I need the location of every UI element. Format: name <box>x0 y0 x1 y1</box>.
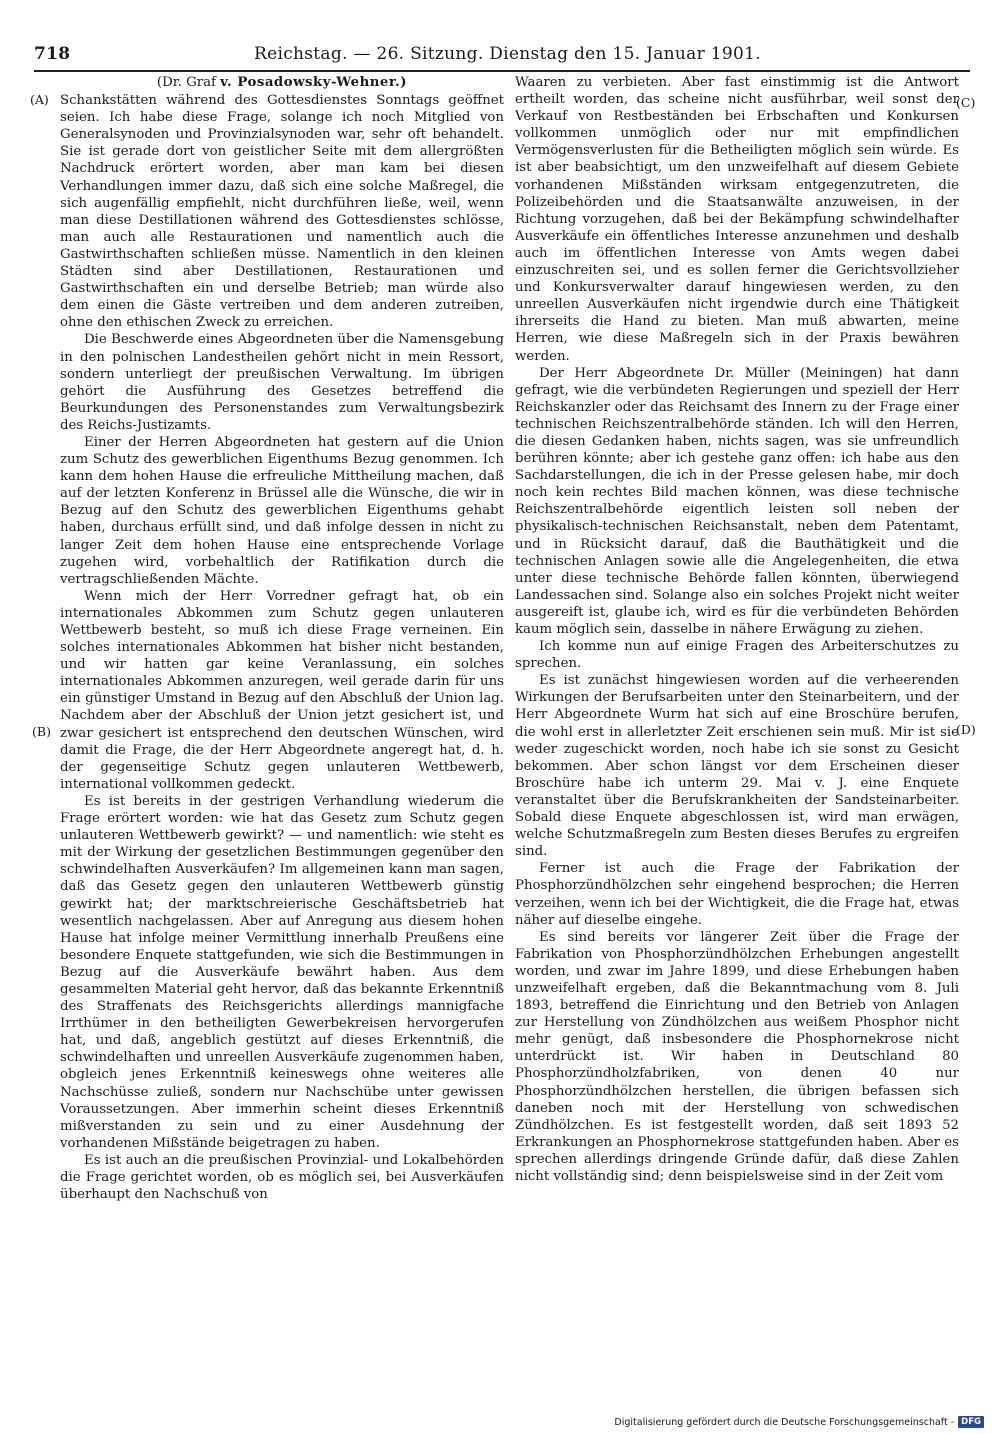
page-header <box>34 44 970 68</box>
left-column <box>60 74 504 1203</box>
margin-marker-d: (D) <box>956 722 976 737</box>
running-title: Reichstag. — 26. Sitzung. Dienstag den 15. Januar 1901. <box>254 44 761 64</box>
paragraph: Es sind bereits vor längerer Zeit über die Frage der Fabrikation von Phosphorzündhölzchen Erhebungen angestellt worden, und zwar im Jahre 1899, und diese Erhebungen haben unzweifelhaft ergeben, daß die Bekanntmachung vom 8. Juli 1893, betreffend die Einrichtung und den Betrieb von Anlagen zur Herstellung von Zündhölzchen aus weißem Phosphor nicht mehr genügt, daß insbesondere die Phosphornekrose nicht unterdrückt ist. Wir haben in Deutschland 80 Phosphorzündholzfabriken, von denen 40 nur Phosphorzündhölzchen herstellen, die übrigen befassen sich daneben noch mit der Herstellung von schwedischen Zündhölzchen. Es ist festgestellt worden, daß seit 1893 52 Erkrankungen an Phosphornekrose stattgefunden haben. Aber es sprechen allerdings dringende Gründe dafür, daß diese Zahlen nicht vollständig sind; denn beispielsweise sind in der Zeit vom <box>515 929 959 1184</box>
footer-credit-text: Digitalisierung gefördert durch die Deutsche Forschungsgemeinschaft - <box>614 1416 955 1428</box>
paragraph: Es ist auch an die preußischen Provinzial- und Lokalbehörden die Frage gerichtet worden, ob es möglich sei, bei Ausverkäufen überhaupt den Nachschuß von <box>60 1152 504 1203</box>
paragraph: Wenn mich der Herr Vorredner gefragt hat, ob ein internationales Abkommen zum Schutz gegen unlauteren Wettbewerb besteht, so muß ich diese Frage verneinen. Ein solches internationales Abkommen hat bisher nicht bestanden, und wir hatten gar keine Veranlassung, ein solches internationales Abkommen anzuregen, weil gerade darin für uns ein günstiger Umstand in Bezug auf den Abschluß der Union lag. Nachdem aber der Abschluß der Union jetzt gesichert ist, und zwar gesichert ist entsprechend den deutschen Wünschen, wird damit die Frage, die der Herr Abgeordnete angeregt hat, d. h. der gegenseitige Schutz gegen unlauteren Wettbewerb, international vollkommen gedeckt. <box>60 588 504 792</box>
dfg-logo: DFG <box>958 1416 984 1428</box>
paragraph: Die Beschwerde eines Abgeordneten über die Namensgebung in den polnischen Landestheilen gehört nicht in mein Ressort, sondern unterliegt der preußischen Verwaltung. Im übrigen gehört die Ausführung des Gesetzes betreffend die Beurkundungen des Personenstandes zum Verwaltungsbezirk des Reichs-Justizamts. <box>60 332 504 433</box>
speaker-line <box>60 74 504 91</box>
paragraph: Ich komme nun auf einige Fragen des Arbeiterschutzes zu sprechen. <box>515 639 959 672</box>
page-number: 718 <box>34 44 71 64</box>
paragraph: Ferner ist auch die Frage der Fabrikation der Phosphorzündhölzchen sehr eingehend besprochen; die Herren verzeihen, wenn ich bei der Wichtigkeit, die die Frage hat, etwas näher auf dieselbe eingehe. <box>515 861 959 928</box>
paragraph: Der Herr Abgeordnete Dr. Müller (Meiningen) hat dann gefragt, wie die verbündeten Regierungen und speziell der Herr Reichskanzler oder das Reichsamt des Innern zu der Frage einer technischen Reichszentralbehörde ständen. Ich will den Herren, die diesen Gedanken haben, nichts sagen, was sie unfreundlich berühren könnte; aber ich gestehe ganz offen: ich habe aus den Sachdarstellungen, die ich in der Presse gelesen habe, mir doch noch kein rechtes Bild machen können, was diese technische Reichszentralbehörde eigentlich leisten soll neben der physikalisch-technischen Reichsanstalt, neben dem Patentamt, und in Rücksicht darauf, daß die Bauthätigkeit und die technischen Anlagen sowie alle die Angelegenheiten, die etwa unter diese technische Behörde fallen könnten, überwiegend Landessachen sind. Solange also ein solches Projekt nicht weiter ausgereift ist, glaube ich, wird es für die verbündeten Behörden kaum möglich sein, dasselbe in nähere Erwägung zu ziehen. <box>515 365 959 637</box>
paragraph: Einer der Herren Abgeordneten hat gestern auf die Union zum Schutz des gewerblichen Eigenthums Bezug genommen. Ich kann dem hohen Hause die erfreuliche Mittheilung machen, daß auf der letzten Konferenz in Brüssel alle die Wünsche, die wir in Bezug auf den Schutz des gewerblichen Eigenthums gehabt haben, durchaus erfüllt sind, und daß infolge dessen in nicht zu langer Zeit dem hohen Hause eine entsprechende Vorlage zugehen wird, vorbehaltlich der Ratifikation durch die vertragschließenden Mächte. <box>60 434 504 587</box>
margin-marker-c: (C) <box>956 95 976 110</box>
footer-credit <box>614 1416 984 1428</box>
header-rule <box>34 70 970 72</box>
paragraph: Waaren zu verbieten. Aber fast einstimmig ist die Antwort ertheilt worden, das scheine nicht ausführbar, weil sonst der Verkauf von Restbeständen bei Erbschaften und Konkursen vollkommen unmöglich oder nur mit empfindlichen Vermögensverlusten für die Betheiligten möglich sein würde. Es ist aber beabsichtigt, um den unzweifelhaft auf diesem Gebiete vorhandenen Mißständen wirksam entgegenzutreten, die Polizeibehörden und die Staatsanwälte anzuweisen, in der Richtung vorzugehen, daß bei der Bekämpfung schwindelhafter Ausverkäufe ein öffentliches Interesse anzunehmen und deshalb auch im öffentlichen Interesse von Amts wegen dabei einzuschreiten sei, und es sollen ferner die Gerichtsvollzieher und Konkursverwalter darauf hingewiesen werden, zu den unreellen Ausverkäufen nicht irgendwie durch eine Thätigkeit ihrerseits die Hand zu bieten. Man muß abwarten, meine Herren, wie diese Maßregeln sich in der Praxis bewähren werden. <box>515 75 959 364</box>
speaker-prefix: (Dr. Graf <box>156 75 216 90</box>
paragraph: Es ist zunächst hingewiesen worden auf die verheerenden Wirkungen der Berufsarbeiten unter den Steinarbeitern, und der Herr Abgeordnete Wurm hat sich auf eine Broschüre berufen, die wohl erst in allerletzter Zeit erschienen sein muß. Mir ist sie weder zugeschickt worden, noch habe ich sie sonst zu Gesicht bekommen. Aber schon längst vor dem Erscheinen dieser Broschüre habe ich unterm 29. Mai v. J. eine Enquete veranstaltet über die Berufskrankheiten der Sandsteinarbeiter. Sobald diese Enquete abgeschlossen ist, wird man erwägen, welche Schutzmaßregeln zum Besten dieses Berufes zu ergreifen sind. <box>515 673 959 860</box>
margin-marker-b: (B) <box>32 724 51 739</box>
margin-marker-a: (A) <box>30 92 49 107</box>
paragraph: Schankstätten während des Gottesdienstes Sonntags geöffnet seien. Ich habe diese Frage, solange ich noch Mitglied von Generalsynoden und Provinzialsynoden war, sehr oft behandelt. Sie ist gerade dort von geistlicher Seite mit dem allergrößten Nachdruck erörtert worden, aber man kam bei diesen Verhandlungen immer dazu, daß sich eine solche Maßregel, die sich augenfällig empfiehlt, nicht durchführen ließe, weil, wenn man diese Destillationen während des Gottesdienstes schlösse, man auch alle Restaurationen und namentlich auch die Gastwirthschaften schließen müsse. Namentlich in den kleinen Städten sind aber Destillationen, Restaurationen und Gastwirthschaften ein und derselbe Betrieb; man würde also dem einen die Gäste vertreiben und dem anderen zutreiben, ohne den ethischen Zweck zu erreichen. <box>60 93 504 331</box>
speaker-name: v. Posadowsky-Wehner.) <box>220 75 408 90</box>
right-column <box>515 74 959 1185</box>
paragraph: Es ist bereits in der gestrigen Verhandlung wiederum die Frage erörtert worden: wie hat das Gesetz zum Schutz gegen unlauteren Wettbewerb gewirkt? — und namentlich: wie steht es mit der Wirkung der gesetzlichen Bestimmungen gegenüber den schwindelhaften Ausverkäufen? Im allgemeinen kann man sagen, daß das Gesetz gegen den unlauteren Wettbewerb günstig gewirkt hat; der marktschreierische Geschäftsbetrieb hat wesentlich nachgelassen. Aber auf Anregung aus diesem hohen Hause hat infolge meiner Vermittlung innerhalb Preußens eine besondere Enquete stattgefunden, wie sich die Bestimmungen in Bezug auf die Ausverkäufe bewährt haben. Aus dem gesammelten Material geht hervor, daß das bekannte Erkenntniß des Straffenats des Reichsgerichts allerdings mannigfache Irrthümer in den betheiligten Gewerbekreisen hervorgerufen hat, und daß, angeblich gestützt auf dieses Erkenntniß, die schwindelhaften und unreellen Ausverkäufe zugenommen haben, obgleich jenes Erkenntniß keineswegs ohne weiteres alle Nachschüsse zuließ, sondern nur Nachschübe unter gewissen Voraussetzungen. Aber immerhin scheint dieses Erkenntniß mißverstanden zu sein und zu einer Ausdehnung der vorhandenen Mißstände beigetragen zu haben. <box>60 793 504 1151</box>
